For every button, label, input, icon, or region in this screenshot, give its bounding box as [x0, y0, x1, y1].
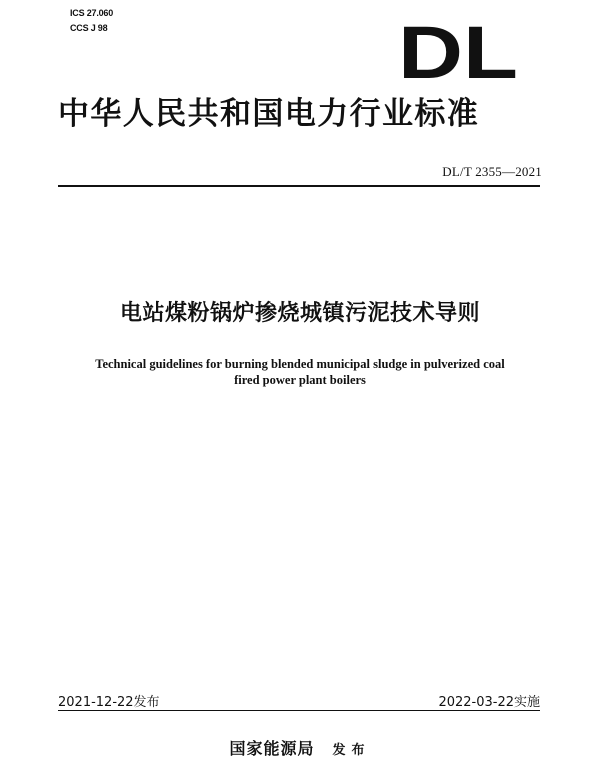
english-title-line-1: Technical guidelines for burning blended municipal sludge in pulverized coal — [95, 357, 505, 371]
document-title-english — [0, 356, 600, 388]
dl-logo — [398, 24, 520, 80]
implementation-date: 2022-03-22实施 — [438, 695, 540, 710]
classification-codes — [70, 6, 113, 36]
header-divider — [58, 185, 540, 187]
ccs-code: CCS J 98 — [70, 23, 108, 33]
publisher — [0, 736, 600, 759]
dl-logo-text: DL — [398, 24, 518, 80]
english-title-line-2: fired power plant boilers — [234, 373, 366, 387]
standard-category-title: 中华人民共和国电力行业标准 — [58, 96, 480, 132]
publisher-verb: 发布 — [332, 743, 371, 758]
footer-divider — [58, 710, 540, 711]
ics-code: ICS 27.060 — [70, 8, 114, 18]
publisher-name: 国家能源局 — [229, 739, 315, 758]
document-title-chinese: 电站煤粉锅炉掺烧城镇污泥技术导则 — [119, 301, 480, 326]
standard-number: DL/T 2355—2021 — [442, 164, 542, 179]
issue-date: 2021-12-22发布 — [58, 695, 160, 710]
